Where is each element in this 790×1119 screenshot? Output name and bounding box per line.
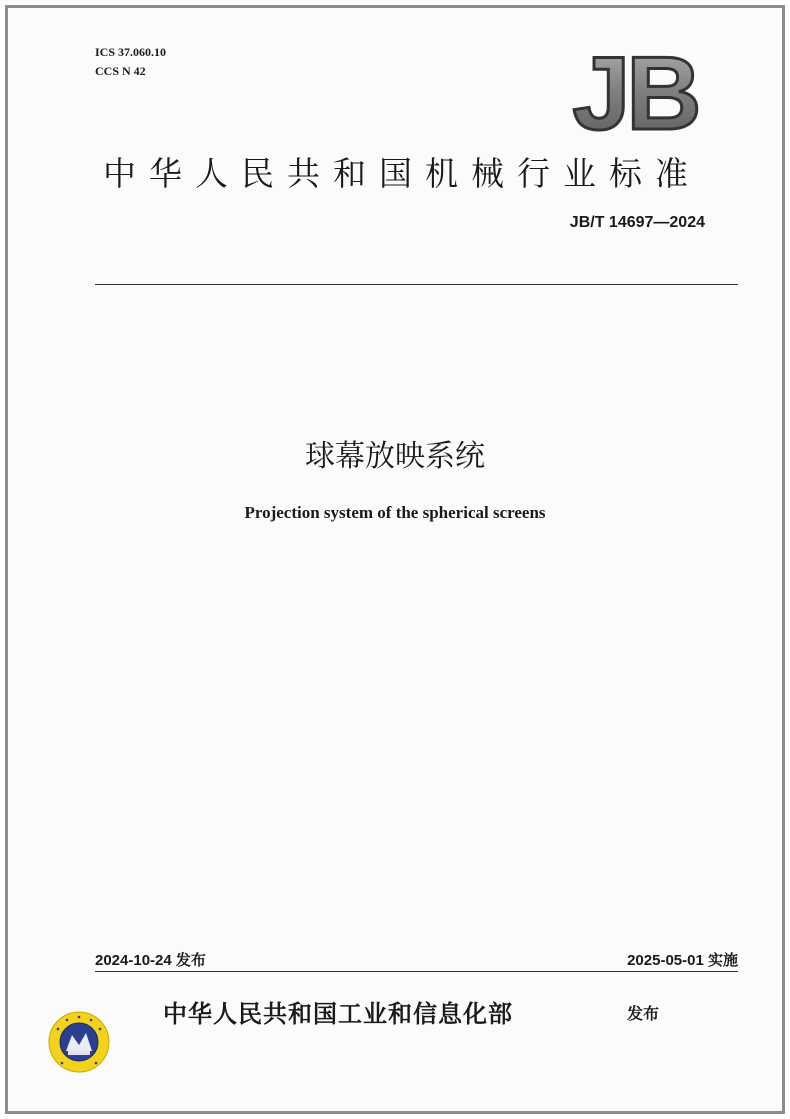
publisher-name: 中华人民共和国工业和信息化部: [163, 1000, 513, 1028]
ics-code: ICS 37.060.10: [95, 45, 167, 59]
standard-number: JB/T 14697—2024: [569, 214, 705, 231]
jb-logo-text: JB: [572, 43, 698, 143]
standard-category-title: 中华人民共和国机械行业标准: [103, 154, 701, 193]
jb-logo: [553, 43, 713, 143]
english-title: Projection system of the spherical screens: [244, 503, 546, 522]
issue-date: 2024-10-24 发布: [95, 952, 206, 969]
bottom-divider: [95, 971, 738, 972]
ministry-seal-icon: [48, 1011, 110, 1073]
standard-cover-page: [5, 5, 785, 1114]
classification-codes: [95, 43, 166, 81]
ccs-code: CCS N 42: [95, 64, 146, 78]
publisher-suffix: 发布: [627, 1004, 660, 1023]
top-divider: [95, 284, 738, 285]
chinese-title: 球幕放映系统: [305, 439, 485, 474]
implementation-date: 2025-05-01 实施: [627, 952, 738, 969]
